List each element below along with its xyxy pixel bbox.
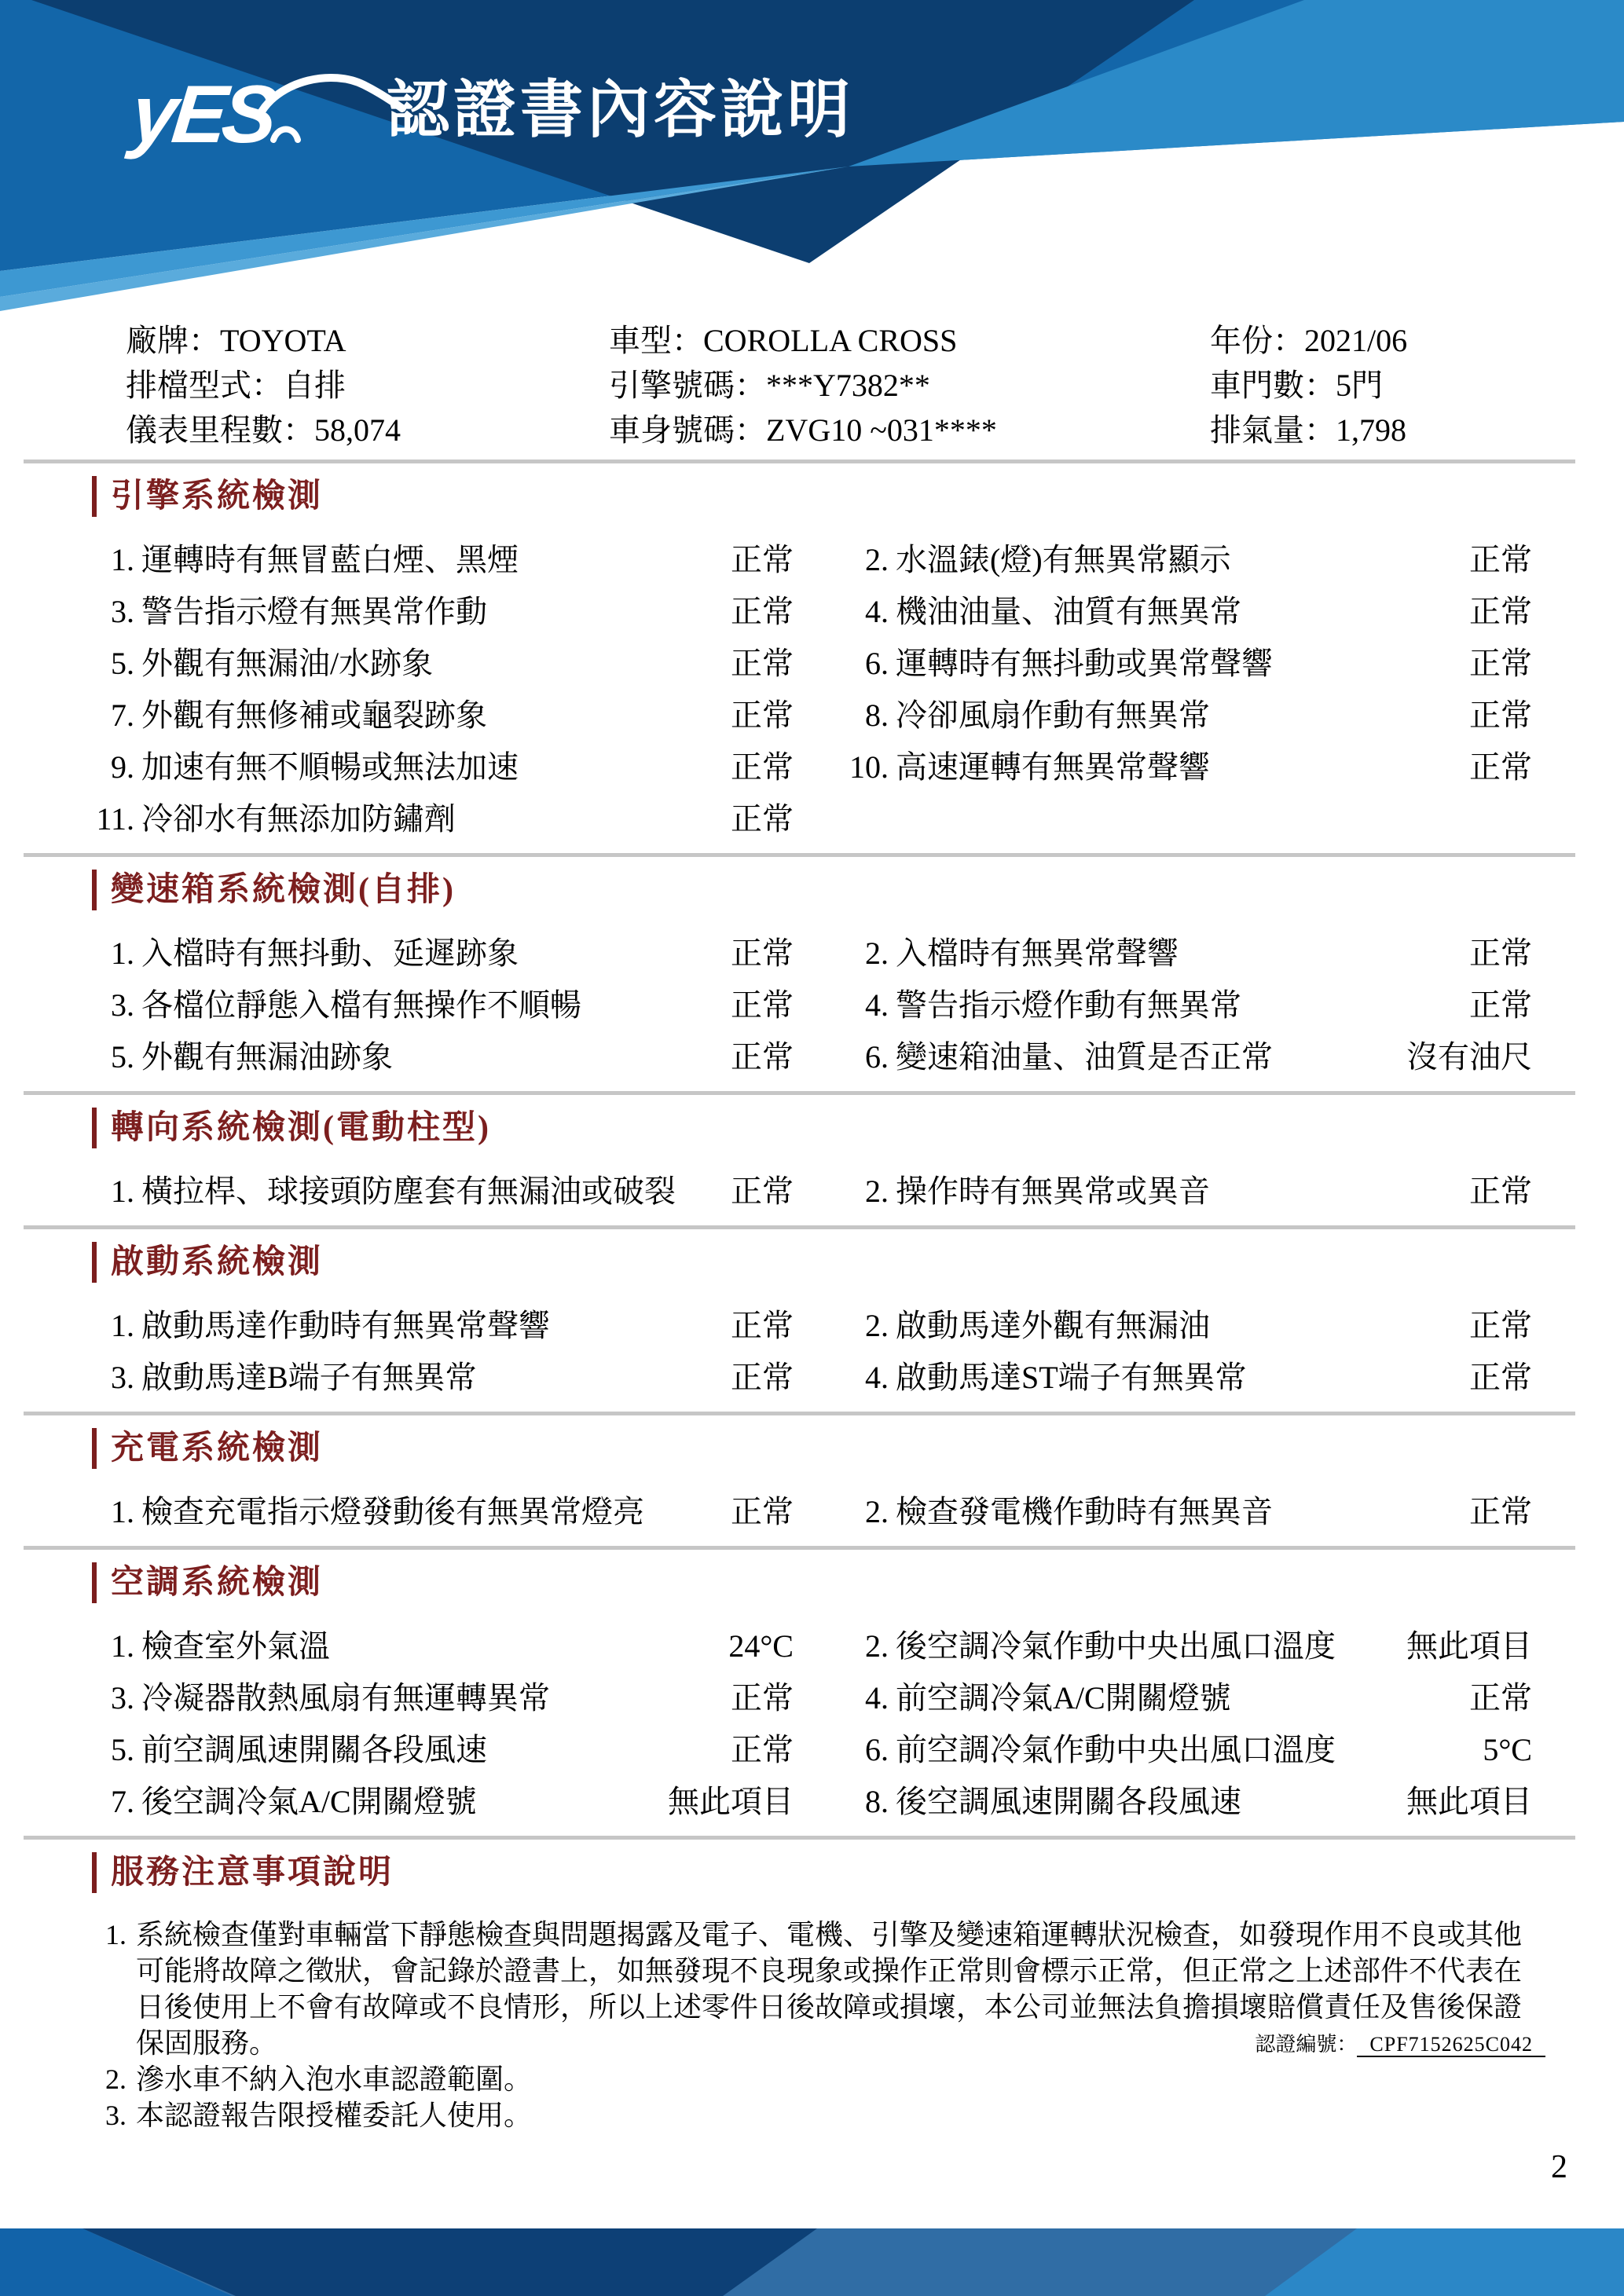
section-title-transmission: 變速箱系統檢測(自排): [92, 870, 1532, 910]
check-item: [90, 1361, 794, 1394]
service-notes-list: [90, 1917, 1532, 2133]
check-item-number: 5.: [111, 646, 134, 681]
section-title-bar: [92, 1428, 97, 1469]
check-item-label: 外觀有無漏油/水跡象: [141, 646, 434, 681]
footer-background-shapes: [0, 2228, 1624, 2296]
check-item-label: 機油油量、油質有無異常: [896, 594, 1241, 629]
check-item-label: 檢查室外氣溫: [141, 1628, 330, 1664]
check-item-number: 1.: [111, 542, 134, 577]
vehicle-info-value: 自排: [283, 368, 346, 403]
check-item: [90, 647, 794, 680]
check-item-result: 無此項目: [668, 1784, 794, 1819]
check-item-result: 正常: [731, 1174, 794, 1209]
check-item: [90, 937, 794, 970]
vehicle-info-value: 58,074: [314, 412, 401, 448]
check-item-result: 正常: [1469, 542, 1532, 577]
check-item: [90, 1041, 794, 1074]
check-item-result: 正常: [731, 1732, 794, 1767]
check-item-result: 正常: [731, 987, 794, 1023]
check-item-number: 4.: [865, 1360, 889, 1395]
section-title-bar: [92, 1562, 97, 1603]
check-item-result: 正常: [731, 698, 794, 733]
check-item-number: 4.: [865, 1680, 889, 1716]
check-item-number: 3.: [111, 987, 134, 1023]
vehicle-info-value: ***Y7382**: [766, 368, 930, 403]
vehicle-info-value: 1,798: [1336, 412, 1406, 448]
starting-check-items: [90, 1309, 1532, 1394]
engine-check-items: [90, 544, 1532, 836]
check-item-result: 正常: [1469, 646, 1532, 681]
service-note-number: 1.: [105, 1919, 126, 1950]
section-title-engine: 引擎系統檢測: [92, 476, 1532, 517]
check-item-label: 運轉時有無抖動或異常聲響: [896, 646, 1273, 681]
check-item: [90, 1785, 794, 1818]
vehicle-info-value: TOYOTA: [220, 323, 346, 358]
check-item: [845, 699, 1532, 732]
certificate-number-label: 認證編號：: [1255, 2033, 1358, 2056]
check-item-result: 正常: [1469, 1308, 1532, 1343]
check-item: [90, 1175, 794, 1208]
vehicle-info-field: [609, 324, 1210, 357]
check-item-number: 10.: [849, 749, 889, 785]
check-item-number: 5.: [111, 1732, 134, 1767]
section-title-service-notes: 服務注意事項說明: [92, 1852, 1532, 1893]
check-item-label: 檢查發電機作動時有無異音: [896, 1494, 1273, 1529]
check-item-number: 9.: [111, 749, 134, 785]
check-item: [90, 989, 794, 1022]
vehicle-info-field: [126, 368, 609, 402]
check-item-number: 2.: [865, 542, 889, 577]
check-item: [90, 1734, 794, 1767]
transmission-check-items: [90, 937, 1532, 1074]
check-item-label: 前空調冷氣作動中央出風口溫度: [896, 1732, 1336, 1767]
service-note-text: 滲水車不納入泡水車認證範圍。: [136, 2063, 533, 2095]
section-title-bar: [92, 870, 97, 910]
check-item-label: 後空調冷氣A/C開關燈號: [141, 1784, 477, 1819]
check-item-label: 警告指示燈作動有無異常: [896, 987, 1241, 1023]
service-note-number: 2.: [105, 2063, 126, 2095]
check-item-result: 正常: [1469, 749, 1532, 785]
check-item: [90, 699, 794, 732]
check-item-label: 入檔時有無抖動、延遲跡象: [141, 936, 519, 971]
check-item-result: 正常: [1469, 1174, 1532, 1209]
section-title-bar: [92, 476, 97, 517]
check-item-label: 操作時有無異常或異音: [896, 1174, 1210, 1209]
vehicle-info-field: [1210, 368, 1532, 402]
check-item-label: 冷凝器散熱風扇有無運轉異常: [141, 1680, 550, 1716]
vehicle-info-value: 2021/06: [1304, 323, 1408, 358]
check-item: [845, 1309, 1532, 1342]
check-item-label: 變速箱油量、油質是否正常: [896, 1039, 1273, 1075]
check-item: [845, 989, 1532, 1022]
check-item-number: 3.: [111, 594, 134, 629]
section-title-charging: 充電系統檢測: [92, 1428, 1532, 1469]
service-note: [90, 2097, 1532, 2133]
vehicle-info-label: 廠牌：: [126, 323, 220, 358]
aircon-check-items: [90, 1630, 1532, 1818]
section-divider: [24, 1225, 1575, 1229]
check-item-number: 6.: [865, 646, 889, 681]
vehicle-info-field: [609, 368, 1210, 402]
check-item-label: 運轉時有無冒藍白煙、黑煙: [141, 542, 519, 577]
check-item-result: 正常: [731, 1360, 794, 1395]
yes-logo-text: yES: [126, 69, 277, 160]
check-item-number: 1.: [111, 1628, 134, 1664]
vehicle-info-label: 引擎號碼：: [609, 368, 766, 403]
check-item-number: 7.: [111, 698, 134, 733]
check-item-label: 前空調冷氣A/C開關燈號: [896, 1680, 1231, 1716]
check-item-result: 正常: [1469, 1680, 1532, 1716]
check-item-label: 水溫錶(燈)有無異常顯示: [896, 542, 1231, 577]
service-note-text: 系統檢查僅對車輛當下靜態檢查與問題揭露及電子、電機、引擎及變速箱運轉狀況檢查，如發現作用不良或其他可能將故障之徵狀，會記錄於證書上，如無發現不良現象或操作正常則會標示正常，但正常之上述部件不代表在日後使用上不會有故障或不良情形，所以上述零件日後故障或損壞，本公司並無法負擔損壞賠償責任及售後保證保固服務。: [136, 1919, 1523, 2059]
vehicle-info-field: [126, 413, 609, 447]
check-item-number: 2.: [865, 1628, 889, 1664]
check-item-result: 正常: [1469, 1494, 1532, 1529]
check-item: [845, 1630, 1532, 1663]
vehicle-info-field: [1210, 324, 1532, 357]
check-item: [90, 1496, 794, 1529]
check-item-number: 2.: [865, 936, 889, 971]
vehicle-info-label: 年份：: [1210, 323, 1304, 358]
check-item-result: 沒有油尺: [1406, 1039, 1532, 1075]
section-title-steering: 轉向系統檢測(電動柱型): [92, 1108, 1532, 1148]
vehicle-info-label: 車門數：: [1210, 368, 1336, 403]
section-title-aircon: 空調系統檢測: [92, 1562, 1532, 1603]
check-item-number: 2.: [865, 1174, 889, 1209]
check-item-result: 正常: [1469, 936, 1532, 971]
check-item-result: 正常: [1469, 594, 1532, 629]
check-item-result: 正常: [731, 1494, 794, 1529]
section-divider: [24, 460, 1575, 463]
section-title-bar: [92, 1852, 97, 1893]
vehicle-info-field: [126, 324, 609, 357]
check-item-result: 正常: [731, 936, 794, 971]
section-divider: [24, 1091, 1575, 1095]
check-item-result: 正常: [731, 542, 794, 577]
check-item: [845, 1041, 1532, 1074]
check-item-number: 11.: [96, 801, 134, 837]
check-item: [845, 1734, 1532, 1767]
vehicle-info-value: COROLLA CROSS: [703, 323, 958, 358]
check-item-label: 各檔位靜態入檔有無操作不順暢: [141, 987, 581, 1023]
check-item-number: 1.: [111, 1308, 134, 1343]
check-item-result: 正常: [731, 646, 794, 681]
check-item-number: 1.: [111, 936, 134, 971]
check-item-number: 4.: [865, 987, 889, 1023]
check-item-label: 啟動馬達作動時有無異常聲響: [141, 1308, 550, 1343]
check-item-label: 啟動馬達ST端子有無異常: [896, 1360, 1247, 1395]
check-item: [845, 647, 1532, 680]
check-item-result: 正常: [731, 1308, 794, 1343]
vehicle-info-grid: [90, 324, 1532, 447]
check-item-label: 後空調冷氣作動中央出風口溫度: [896, 1628, 1336, 1664]
check-item-result: 正常: [731, 801, 794, 837]
check-item: [845, 937, 1532, 970]
check-item-label: 啟動馬達B端子有無異常: [141, 1360, 477, 1395]
check-item: [845, 595, 1532, 628]
check-item-label: 冷卻風扇作動有無異常: [896, 698, 1210, 733]
steering-check-items: [90, 1175, 1532, 1208]
check-item-label: 外觀有無漏油跡象: [141, 1039, 393, 1075]
check-item-result: 24°C: [728, 1628, 794, 1664]
check-item-label: 入檔時有無異常聲響: [896, 936, 1179, 971]
page-number: 2: [1551, 2149, 1567, 2185]
check-item-number: 8.: [865, 698, 889, 733]
section-title-bar: [92, 1108, 97, 1148]
check-item-number: 2.: [865, 1308, 889, 1343]
service-note-text: 本認證報告限授權委託人使用。: [136, 2100, 533, 2131]
check-item-label: 高速運轉有無異常聲響: [896, 749, 1210, 785]
service-note: [90, 2061, 1532, 2097]
check-item-label: 加速有無不順暢或無法加速: [141, 749, 519, 785]
check-item: [845, 1682, 1532, 1715]
check-item-number: 4.: [865, 594, 889, 629]
vehicle-info-label: 車型：: [609, 323, 703, 358]
check-item: [845, 1785, 1532, 1818]
check-item-result: 無此項目: [1406, 1784, 1532, 1819]
check-item-result: 正常: [1469, 698, 1532, 733]
vehicle-info-label: 排檔型式：: [126, 368, 283, 403]
check-item-label: 橫拉桿、球接頭防塵套有無漏油或破裂: [141, 1174, 676, 1209]
check-item-number: 2.: [865, 1494, 889, 1529]
check-item: [90, 544, 794, 577]
check-item-result: 正常: [731, 594, 794, 629]
check-item-label: 後空調風速開關各段風速: [896, 1784, 1241, 1819]
vehicle-info-field: [1210, 413, 1532, 447]
check-item-result: 正常: [731, 1039, 794, 1075]
check-item-number: 7.: [111, 1784, 134, 1819]
check-item: [845, 544, 1532, 577]
check-item-result: 5°C: [1483, 1732, 1532, 1767]
check-item: [90, 751, 794, 784]
check-item-number: 6.: [865, 1732, 889, 1767]
check-item-number: 6.: [865, 1039, 889, 1075]
section-divider: [24, 1412, 1575, 1415]
check-item: [845, 751, 1532, 784]
check-item: [845, 1496, 1532, 1529]
check-item-label: 檢查充電指示燈發動後有無異常燈亮: [141, 1494, 644, 1529]
service-note-number: 3.: [105, 2100, 126, 2131]
check-item-result: 正常: [1469, 987, 1532, 1023]
check-item: [90, 1630, 794, 1663]
check-item-number: 3.: [111, 1680, 134, 1716]
check-item-number: 3.: [111, 1360, 134, 1395]
check-item-result: 正常: [731, 749, 794, 785]
vehicle-info-value: ZVG10 ~031****: [766, 412, 997, 448]
check-item-number: 5.: [111, 1039, 134, 1075]
section-divider: [24, 853, 1575, 857]
vehicle-info-field: [609, 413, 1210, 447]
check-item: [845, 1361, 1532, 1394]
check-item: [90, 1309, 794, 1342]
section-title-starting: 啟動系統檢測: [92, 1242, 1532, 1283]
check-item: [90, 803, 794, 836]
footer-banner: [0, 2228, 1624, 2296]
check-item: [90, 595, 794, 628]
check-item-label: 冷卻水有無添加防鏽劑: [141, 801, 456, 837]
check-item-label: 啟動馬達外觀有無漏油: [896, 1308, 1210, 1343]
section-title-bar: [92, 1242, 97, 1283]
check-item-number: 1.: [111, 1494, 134, 1529]
check-item-result: 正常: [1469, 1360, 1532, 1395]
section-divider: [24, 1546, 1575, 1550]
section-divider: [24, 1836, 1575, 1840]
check-item-number: 1.: [111, 1174, 134, 1209]
check-item: [845, 1175, 1532, 1208]
certificate-number-line: [1255, 2031, 1545, 2058]
vehicle-info-label: 排氣量：: [1210, 412, 1336, 448]
check-item-result: 正常: [731, 1680, 794, 1716]
check-item-label: 前空調風速開關各段風速: [141, 1732, 487, 1767]
check-item: [90, 1682, 794, 1715]
check-item-result: 無此項目: [1406, 1628, 1532, 1664]
check-item-number: 8.: [865, 1784, 889, 1819]
vehicle-info-value: 5門: [1336, 368, 1383, 403]
vehicle-info-label: 儀表里程數：: [126, 412, 314, 448]
check-item-label: 外觀有無修補或龜裂跡象: [141, 698, 487, 733]
certificate-number-value: CPF7152625C042: [1357, 2033, 1545, 2057]
charging-check-items: [90, 1496, 1532, 1529]
page-title: 認證書內容說明: [387, 75, 854, 145]
vehicle-info-label: 車身號碼：: [609, 412, 766, 448]
check-item-label: 警告指示燈有無異常作動: [141, 594, 487, 629]
